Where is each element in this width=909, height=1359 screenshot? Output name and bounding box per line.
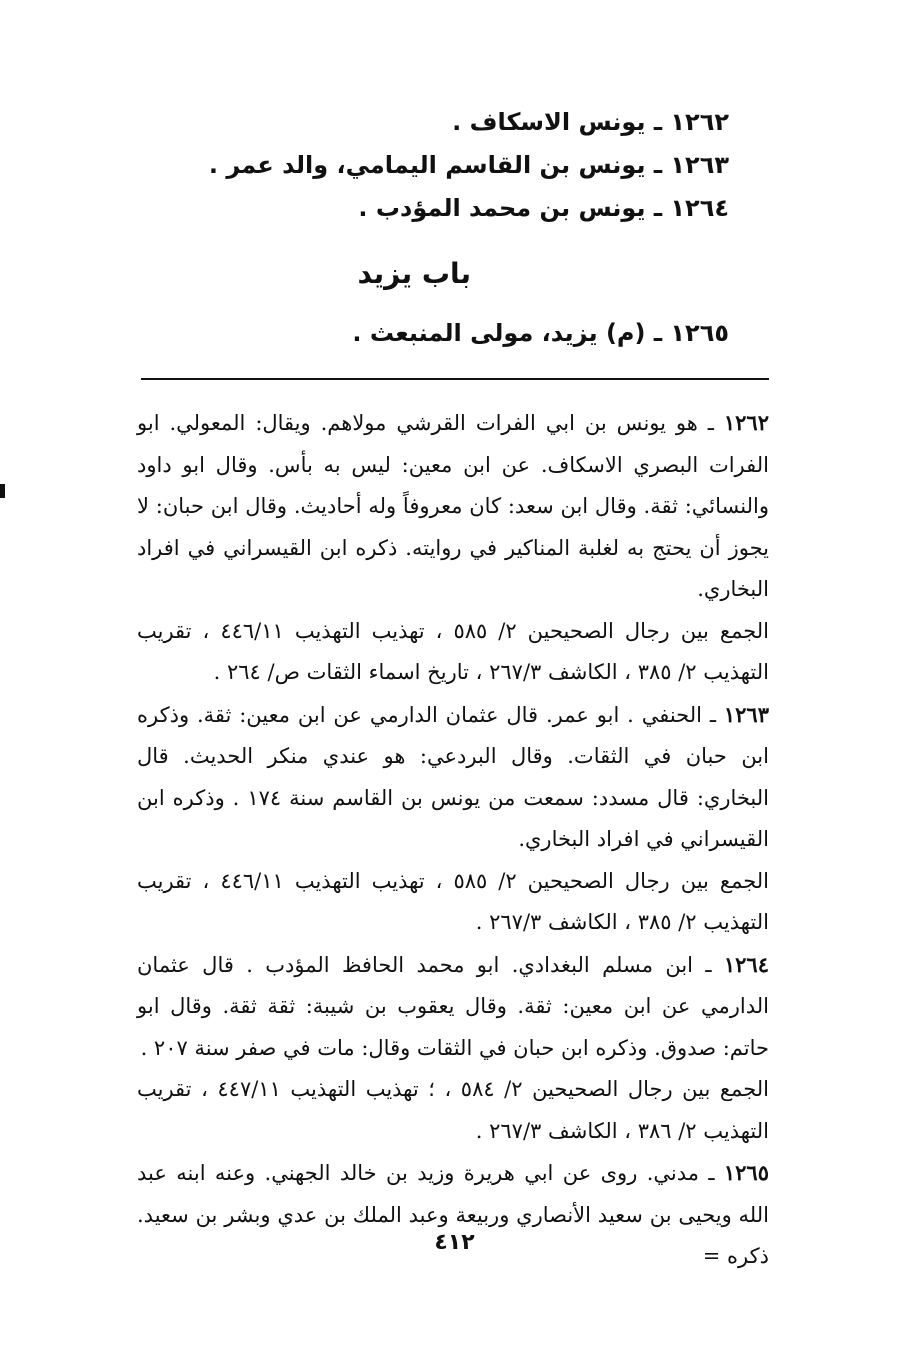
footnote-number: ١٢٦٣ <box>723 701 769 727</box>
entry-1262: ١٢٦٢ ـ يونس الاسكاف . <box>452 108 729 136</box>
footnote-body: ـ ابن مسلم البغدادي. ابو محمد الحافظ المؤدب . قال عثمان الدارمي عن ابن معين: ثقة. وقال يعقوب بن شيبة: ثقة ثقة. وقال ابو حاتم: صدوق. وذكره ابن حبان في الثقات وقال: مات في صفر سنة ٢٠٧ . <box>137 952 769 1060</box>
footnote-number: ١٢٦٥ <box>723 1160 769 1185</box>
footnote-1264 <box>137 944 769 1070</box>
footnote-number: ١٢٦٢ <box>723 410 769 435</box>
footnote-references: الجمع بين رجال الصحيحين ٢/ ٥٨٥ ، تهذيب التهذيب ٤٤٦/١١ ، تقريب التهذيب ٢/ ٣٨٥ ، الكاشف ٢٦٧/٣ ، تاريخ اسماء الثقات ص/ ٢٦٤ . <box>137 618 769 684</box>
section-title: باب يزيد <box>357 257 471 290</box>
entry-1264: ١٢٦٤ ـ يونس بن محمد المؤدب . <box>358 194 729 222</box>
footnote-1262 <box>137 402 769 611</box>
footnote-1263 <box>137 694 769 861</box>
footnote-number: ١٢٦٤ <box>723 951 769 977</box>
footnote-references: الجمع بين رجال الصحيحين ٢/ ٥٨٤ ، ؛ تهذيب التهذيب ٤٤٧/١١ ، تقريب التهذيب ٢/ ٣٨٦ ، الكاشف ٢٦٧/٣ . <box>137 1077 769 1143</box>
entry-1265: ١٢٦٥ ـ (م) يزيد، مولى المنبعث . <box>352 319 729 347</box>
page-number: ٤١٢ <box>434 1230 475 1255</box>
footnote-divider <box>141 378 769 380</box>
footnote-body: ـ مدني. روى عن ابي هريرة وزيد بن خالد الجهني. وعنه ابنه عبد الله ويحيى بن سعيد الأنصاري وربيعة وعبد الملك بن عدي وبشر بن سعيد. ذكره = <box>137 1161 769 1268</box>
footnote-body: ـ هو يونس بن ابي الفرات القرشي مولاهم. ويقال: المعولي. ابو الفرات البصري الاسكاف. عن ابن معين: ليس به بأس. وقال ابو داود والنسائي: ثقة. وقال ابن سعد: كان معروفاً وله أحاديث. وقال ابن حبان: لا يجوز أن يحتج به لغلبة المناكير في روايته. ذكره ابن القيسراني في افراد البخاري. <box>137 411 769 601</box>
footnotes <box>137 402 769 1278</box>
footnote-body: ـ الحنفي . ابو عمر. قال عثمان الدارمي عن ابن معين: ثقة. وذكره ابن حبان في الثقات. وقال البردعي: هو عندي منكر الحديث. قال البخاري: قال مسدد: سمعت من يونس بن القاسم سنة ١٧٤ . وذكره ابن القيسراني في افراد البخاري. <box>137 702 769 851</box>
footnote-references: الجمع بين رجال الصحيحين ٢/ ٥٨٥ ، تهذيب التهذيب ٤٤٦/١١ ، تقريب التهذيب ٢/ ٣٨٥ ، الكاشف ٢٦٧/٣ . <box>137 868 769 934</box>
entry-1263: ١٢٦٣ ـ يونس بن القاسم اليمامي، والد عمر . <box>208 151 729 179</box>
margin-mark <box>0 484 5 498</box>
footnote-1265 <box>137 1152 769 1278</box>
